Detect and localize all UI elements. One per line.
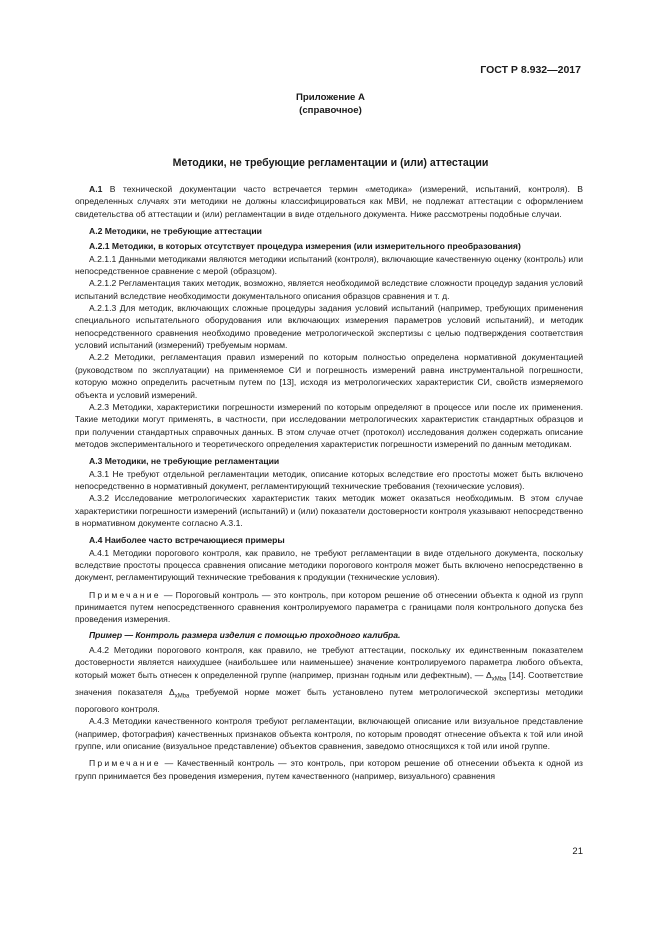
paragraph-a23: А.2.3 Методики, характеристики погрешности измерений по которым определяют в процессе или после их применения. Такие методики могут применять, в частности, при исследовании метрологических характеристик стандартных образцов и при получении стандартных справочных данных. В этом случае отчет (протокол) исследования должен содержать описание методов экспериментального и теоретического определения характеристик погрешности измерений по данным методикам. xyxy=(75,401,583,449)
a42-subscript-2: xMba xyxy=(174,693,190,700)
paragraph-a31: А.3.1 Не требуют отдельной регламентации методик, описание которых вследствие его простоты может быть включено непосредственно в нормативный документ, регламентирующий технические требования (технические условия). xyxy=(75,468,583,491)
note-2-text: — Качественный контроль — это контроль, при котором решение об отнесении объекта к одной из групп принимается без проведения измерения, путем качественного (например, визуального) сравнения xyxy=(75,758,583,781)
paragraph-a32: А.3.2 Исследование метрологических характеристик таких методик может оказаться необходимым. В этом случае характеристики погрешности измерений (испытаний) и (или) показатели достоверности контроля указывают непосредственно в нормативном документе согласно А.3.1. xyxy=(75,493,583,528)
a1-text: В технической документации часто встречается термин «методика» (измерений, испытаний, контроля). В определенных случаях эти методики не должны классифицироваться как МВИ, не подлежат аттестации с оформлением свидетельства об аттестации и (или) регламентации в виде отдельного документа. Ниже рассмотрены подобные случаи. xyxy=(75,184,583,219)
heading-a2: А.2 Методики, не требующие аттестации xyxy=(89,226,262,237)
a42-text-3: требуемой норме может быть установлено путем метрологической экспертизы методики порогового контроля. xyxy=(75,686,583,714)
paragraph-a212: А.2.1.2 Регламентация таких методик, возможно, является необходимой вследствие сложности процедур задания условий испытаний вследствие необходимости документального описания образцов сравнения и т. д. xyxy=(75,278,583,301)
heading-a3: А.3 Методики, не требующие регламентации xyxy=(89,456,280,467)
paragraph-a1 xyxy=(75,183,583,220)
page-number: 21 xyxy=(572,846,583,857)
appendix-type: (справочное) xyxy=(299,105,362,116)
paragraph-a213: А.2.1.3 Для методик, включающих сложные процедуры задания условий испытаний (например, требующих применения специального испытательного оборудования или включающих измерения параметров условий испытаний), и методик непосредственного сравнения необходимо проведение метрологической экспертизы с целью подтверждения соответствия условий испытаний (измерений) требуемым нормам. xyxy=(75,303,583,351)
note-1 xyxy=(75,589,583,626)
a42-text-2: [14]. Соответствие значения показателя Δ xyxy=(75,669,583,697)
paragraph-a43: А.4.3 Методики качественного контроля требуют регламентации, включающей описание или визуальное представление (например, фотография) качественных признаков объекта контроля, по которым проводят отнесение объекта к той или иной группе, или описание (визуальное представление) объектов сравнения, заведомо относящихся к той или иной группе. xyxy=(75,716,583,751)
example: Пример — Контроль размера изделия с помощью проходного калибра. xyxy=(89,629,401,640)
paragraph-a211: А.2.1.1 Данными методиками являются методики испытаний (контроля), включающие качественную оценку (контроль) или непосредственное сравнение с мерой (образцом). xyxy=(75,253,583,277)
document-body xyxy=(75,183,583,782)
note-2 xyxy=(75,757,583,782)
note-1-text: — Пороговый контроль — это контроль, при котором решение об отнесении объекта к одной из групп принимается путем непосредственного сравнения контролируемого параметра с границами поля контрольного допуска без проведения измерения. xyxy=(75,589,583,625)
a42-subscript-1: xMba xyxy=(491,676,507,683)
heading-a21: А.2.1 Методики, в которых отсутствует процедура измерения (или измерительного преобразования) xyxy=(89,241,521,252)
paragraph-a41: А.4.1 Методики порогового контроля, как правило, не требуют регламентации в виде отдельного документа, поскольку вследствие простоты процесса сравнения описание методики порогового контроля может быть включено непосредственно в документ, регламентирующий технические требования к продукции (технические условия). xyxy=(75,547,583,583)
a1-number: А.1 xyxy=(89,184,103,194)
heading-a4: А.4 Наиболее часто встречающиеся примеры xyxy=(89,535,285,546)
appendix-label: Приложение А xyxy=(296,92,365,103)
page-title: Методики, не требующие регламентации и (или) аттестации xyxy=(172,157,489,169)
note-label-2: Примечание xyxy=(89,758,161,769)
note-label: Примечание xyxy=(89,589,161,600)
standard-code: ГОСТ Р 8.932—2017 xyxy=(480,64,581,76)
paragraph-a22: А.2.2 Методики, регламентация правил измерений по которым полностью определена нормативной документацией (руководством по эксплуатации) на применяемое СИ и погрешность измерений равна инструментальной погрешности, которую можно определить расчетным путем по [13], исходя из метрологических характеристик СИ, свойств измеряемого объекта и условий измерений. xyxy=(75,352,583,400)
a42-text-1: А.4.2 Методики порогового контроля, как правило, не требуют аттестации, поскольку их единственным показателем достоверности является наихудшее (наибольшее или наименьшее) значение контролируемого параметра любого объекта, который может быть отнесен к определенной группе (например, признан годным или дефектным), — Δ xyxy=(75,645,583,680)
paragraph-a42 xyxy=(75,644,583,715)
